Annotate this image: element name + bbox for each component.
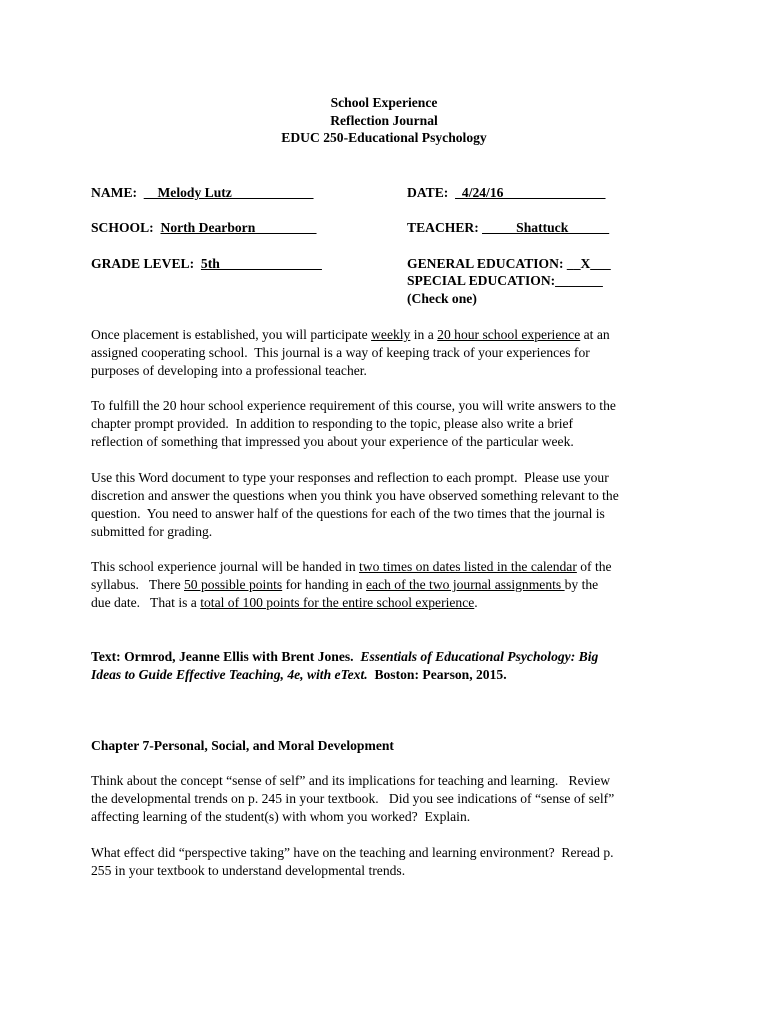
instructions-paragraph-4	[91, 558, 691, 612]
date-field	[407, 184, 605, 202]
q1-line-2: the developmental trends on p. 245 in your textbook. Did you see indications of “sense of self”	[91, 791, 615, 806]
instructions-paragraph-1	[91, 326, 691, 380]
title-line-2: Reflection Journal	[330, 112, 438, 128]
q2-line-1: What effect did “perspective taking” have on the teaching and learning environment? Reread p.	[91, 845, 614, 860]
school-field	[91, 219, 316, 237]
q2-line-2: 255 in your textbook to understand developmental trends.	[91, 863, 406, 878]
title-line-1: School Experience	[330, 95, 438, 110]
general-education-field	[407, 255, 611, 273]
special-education-label: SPECIAL EDUCATION:	[407, 273, 556, 288]
p1-text-c: in a	[410, 327, 438, 342]
school-value: North Dearborn_________	[160, 220, 317, 235]
name-value: __Melody Lutz____________	[143, 185, 314, 200]
p4-text-c: of the	[576, 559, 612, 574]
p2-line-2: chapter prompt provided. In addition to responding to the topic, please also write a brief	[91, 416, 574, 431]
school-label: SCHOOL:	[91, 220, 154, 235]
date-label: DATE:	[407, 185, 449, 200]
p4-each-assignment: each of the two journal assignments	[366, 577, 565, 592]
chapter-heading: Chapter 7-Personal, Social, and Moral Development	[91, 738, 394, 753]
p4-text-a: This school experience journal will be handed in	[91, 559, 360, 574]
instructions-paragraph-2	[91, 397, 691, 451]
title-line-3: EDUC 250-Educational Psychology	[281, 130, 487, 145]
p4-total-points: total of 100 points for the entire school experience	[200, 595, 475, 610]
p4-text-f: for handing in	[282, 577, 367, 592]
grade-level-label: GRADE LEVEL:	[91, 256, 195, 271]
teacher-field	[407, 219, 609, 237]
p1-weekly: weekly	[371, 327, 411, 342]
p1-line-2: assigned cooperating school. This journal is a way of keeping track of your experiences for	[91, 345, 590, 360]
p4-text-h: by the	[564, 577, 599, 592]
q1-line-1: Think about the concept “sense of self” and its implications for teaching and learning. Review	[91, 773, 611, 788]
text-ref-title-1: Essentials of Educational Psychology: Big	[360, 649, 599, 664]
special-education-field	[407, 272, 603, 290]
grade-level-field	[91, 255, 322, 273]
p3-line-2: discretion and answer the questions when you think you have observed something relevant to the	[91, 488, 619, 503]
text-ref-publisher: Boston: Pearson, 2015.	[367, 667, 507, 682]
instructions-paragraph-3	[91, 469, 691, 541]
p3-line-4: submitted for grading.	[91, 524, 213, 539]
teacher-value: _____Shattuck______	[482, 220, 610, 235]
p4-text-d: syllabus. There	[91, 577, 184, 592]
textbook-reference	[91, 648, 691, 684]
p1-line-3: purposes of developing into a professional teacher.	[91, 363, 367, 378]
date-value: _4/24/16_______________	[455, 185, 606, 200]
chapter-question-2	[91, 844, 691, 880]
general-education-label: GENERAL EDUCATION:	[407, 256, 564, 271]
p4-text-i: due date. That is a	[91, 595, 201, 610]
p4-possible-points: 50 possible points	[184, 577, 283, 592]
grade-level-value: 5th_______________	[200, 256, 322, 271]
special-education-value: _______	[555, 273, 603, 288]
p1-hour-experience: 20 hour school experience	[437, 327, 581, 342]
teacher-label: TEACHER:	[407, 220, 479, 235]
p2-line-1: To fulfill the 20 hour school experience requirement of this course, you will write answers to the	[91, 398, 616, 413]
p4-text-k: .	[474, 595, 478, 610]
check-one-note: (Check one)	[407, 291, 477, 306]
p1-text-e: at an	[580, 327, 610, 342]
document-title-block	[0, 94, 768, 147]
general-education-value: __X___	[566, 256, 611, 271]
p1-text-a: Once placement is established, you will participate	[91, 327, 372, 342]
q1-line-3: affecting learning of the student(s) with whom you worked? Explain.	[91, 809, 471, 824]
p4-two-times: two times on dates listed in the calendar	[359, 559, 577, 574]
chapter-question-1	[91, 772, 691, 826]
name-field	[91, 184, 313, 202]
p3-line-3: question. You need to answer half of the questions for each of the two times that the journal is	[91, 506, 605, 521]
name-label: NAME:	[91, 185, 138, 200]
text-ref-title-2: Ideas to Guide Effective Teaching, 4e, with eText.	[91, 667, 368, 682]
p3-line-1: Use this Word document to type your responses and reflection to each prompt. Please use your	[91, 470, 609, 485]
text-ref-authors: Text: Ormrod, Jeanne Ellis with Brent Jones.	[91, 649, 361, 664]
p2-line-3: reflection of something that impressed you about your experience of the particular week.	[91, 434, 574, 449]
